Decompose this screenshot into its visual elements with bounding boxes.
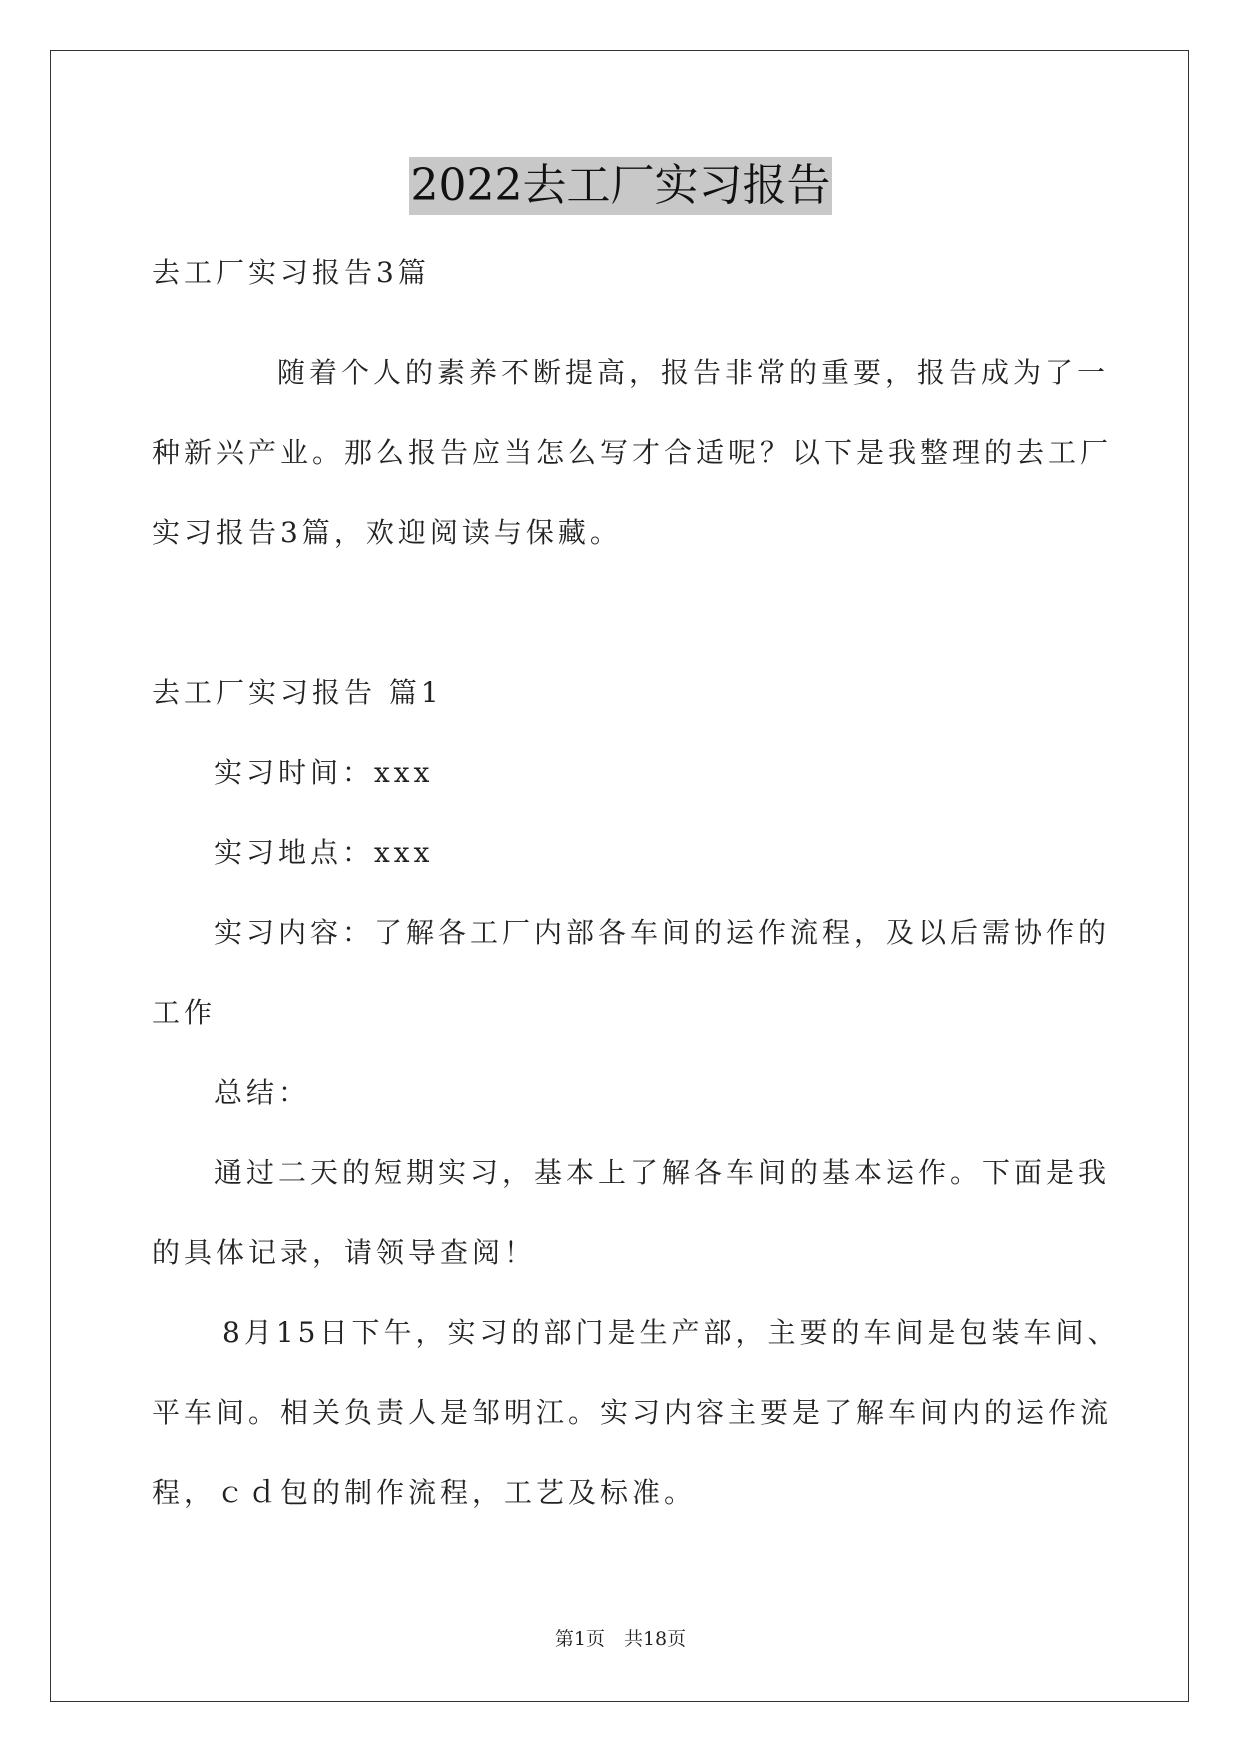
internship-location: 实习地点：xxx [214,836,434,869]
intro-line-3: 实习报告3篇，欢迎阅读与保藏。 [152,516,622,549]
page-number: 第1页 共18页 [554,1628,687,1650]
summary-label: 总结： [214,1076,311,1109]
internship-content-line-1: 实习内容：了解各工厂内部各车间的运作流程，及以后需协作的 [214,916,1111,949]
summary-line-2: 的具体记录，请领导查阅！ [152,1236,537,1269]
internship-time: 实习时间：xxx [214,756,434,789]
intro-line-1: 随着个人的素养不断提高，报告非常的重要，报告成为了一 [277,356,1110,389]
internship-content-line-2: 工作 [152,996,217,1029]
record-line-3: 程，ｃｄ包的制作流程，工艺及标准。 [152,1476,697,1509]
summary-line-1: 通过二天的短期实习，基本上了解各车间的基本运作。下面是我 [214,1156,1111,1189]
record-line-2: 平车间。相关负责人是邹明江。实习内容主要是了解车间内的运作流 [152,1396,1113,1429]
title-container [0,157,1241,215]
record-line-1: 8月15日下午，实习的部门是生产部，主要的车间是包装车间、 [222,1316,1120,1349]
intro-line-2: 种新兴产业。那么报告应当怎么写才合适呢？以下是我整理的去工厂 [152,436,1113,469]
section-heading: 去工厂实习报告 篇1 [152,676,443,709]
subtitle: 去工厂实习报告3篇 [152,256,430,289]
document-title: 2022去工厂实习报告 [409,157,833,215]
page-border [50,50,1189,1702]
